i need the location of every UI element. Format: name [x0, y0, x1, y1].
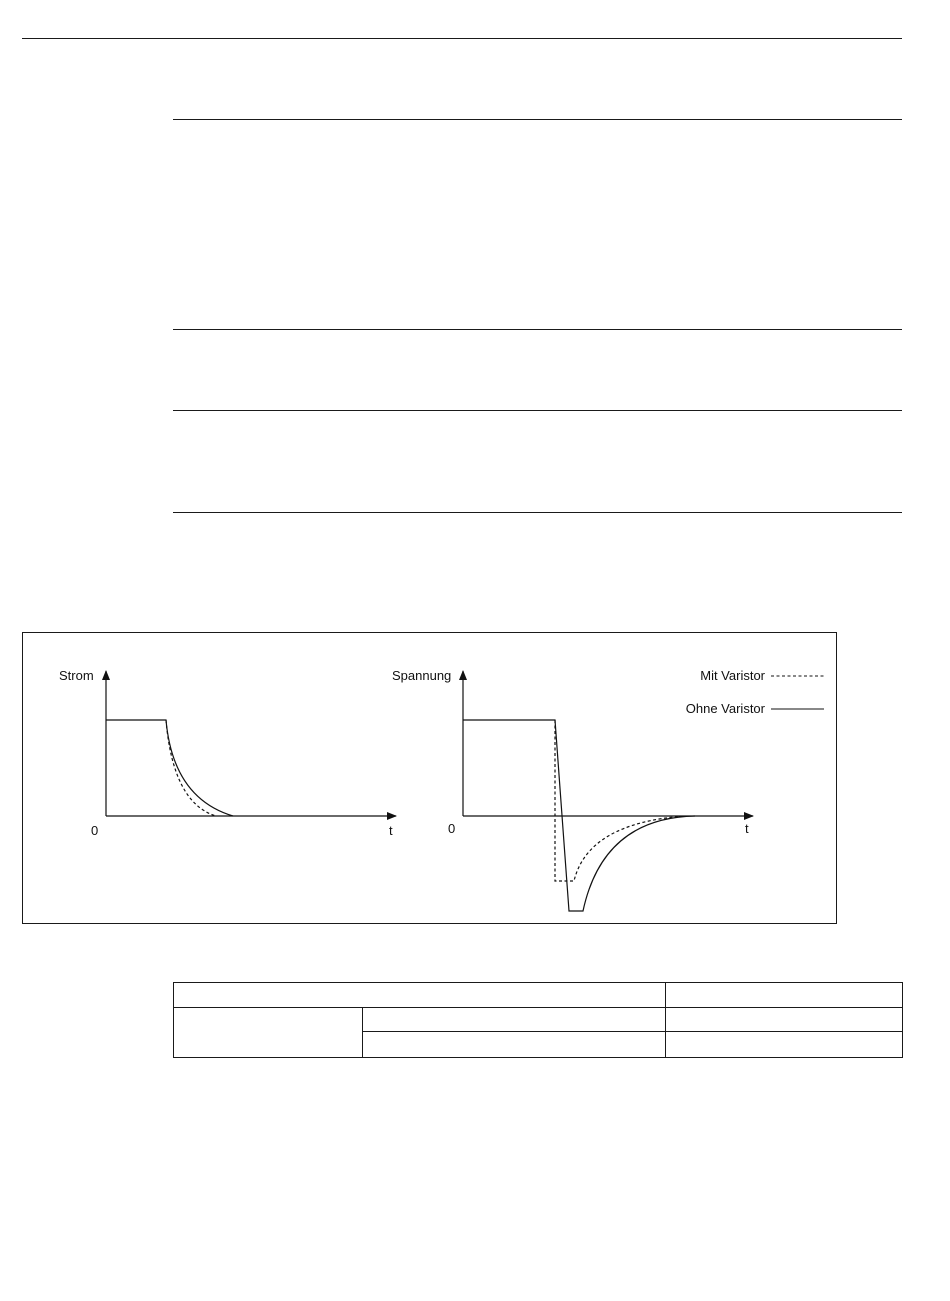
voltage-y-axis-label: Spannung	[392, 668, 452, 683]
table-row-divider-2	[362, 1031, 902, 1032]
table-row-divider-1	[174, 1007, 902, 1008]
section-rule-3	[173, 410, 902, 411]
section-rule-4	[173, 512, 902, 513]
current-origin-label: 0	[91, 823, 99, 838]
current-y-axis-label: Strom	[59, 668, 94, 683]
table-col-divider-left	[362, 1007, 363, 1057]
legend	[686, 668, 824, 716]
header-rule	[22, 38, 902, 39]
voltage-origin-label: 0	[448, 821, 456, 836]
current-curve-mit-varistor	[166, 720, 216, 816]
section-rule-2	[173, 329, 902, 330]
varistor-figure	[22, 632, 837, 924]
current-x-axis-label: t	[389, 823, 393, 838]
legend-label-ohne-varistor: Ohne Varistor	[685, 701, 765, 716]
section-rule-1	[173, 119, 902, 120]
table-col-divider-right	[665, 983, 666, 1057]
voltage-curve-mit-varistor	[555, 720, 685, 881]
current-curve-ohne-varistor	[106, 720, 233, 816]
legend-label-mit-varistor: Mit Varistor	[700, 668, 765, 683]
data-table	[173, 982, 903, 1058]
voltage-x-axis-label: t	[745, 821, 749, 836]
varistor-diagram	[23, 633, 838, 925]
current-panel	[59, 668, 396, 838]
